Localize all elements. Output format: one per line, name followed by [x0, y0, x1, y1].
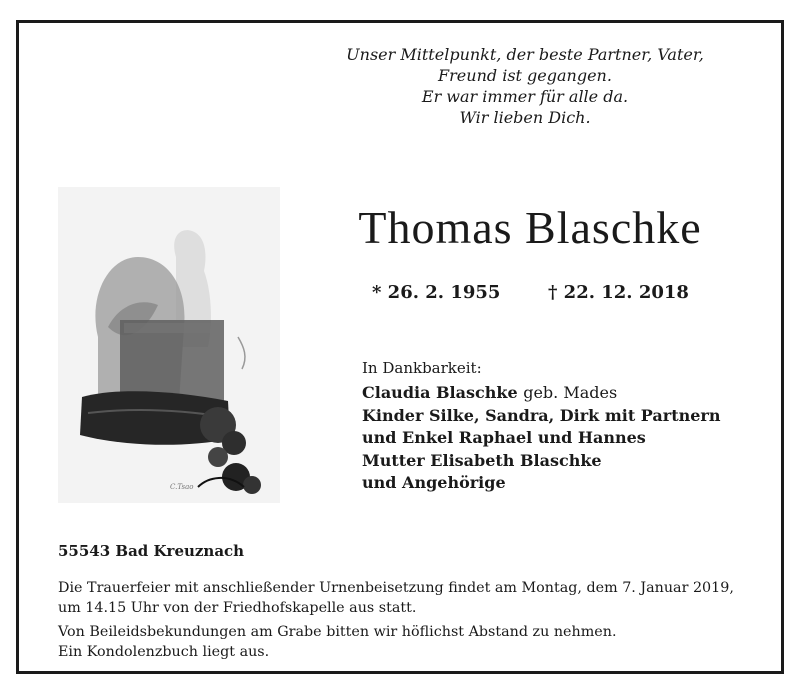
location: 55543 Bad Kreuznach	[58, 542, 245, 560]
artwork-signature: C.Tsao	[170, 483, 194, 491]
condolence-notice-line-2: Ein Kondolenzbuch liegt aus.	[58, 644, 270, 660]
funeral-notice	[58, 578, 734, 618]
death-date: † 22. 12. 2018	[548, 282, 689, 303]
thanks-intro: In Dankbarkeit:	[362, 359, 482, 377]
mourner-spouse-maiden: geb. Mades	[523, 383, 618, 402]
quote-line-4: Wir lieben Dich.	[459, 108, 591, 127]
birth-date: * 26. 2. 1955	[372, 282, 501, 303]
mourner-spouse-line	[362, 382, 720, 405]
mourner-children: Kinder Silke, Sandra, Dirk mit Partnern	[362, 405, 721, 425]
quote-line-2: Freund ist gegangen.	[438, 66, 612, 85]
mourner-relatives: und Angehörige	[362, 473, 506, 492]
quote-line-3: Er war immer für alle da.	[421, 87, 629, 106]
mourners-list	[362, 382, 720, 495]
mourner-grandchildren: und Enkel Raphael und Hannes	[362, 428, 646, 447]
condolence-notice	[58, 622, 617, 662]
mourner-spouse-name: Claudia Blaschke	[362, 383, 518, 402]
condolence-notice-line-1: Von Beileidsbekundungen am Grabe bitten wir höflichst Abstand zu nehmen.	[58, 624, 617, 640]
memorial-quote	[300, 44, 750, 128]
quote-line-1: Unser Mittelpunkt, der beste Partner, Vater,	[346, 45, 704, 64]
mourner-mother: Mutter Elisabeth Blaschke	[362, 450, 602, 470]
memorial-artwork	[58, 187, 280, 503]
funeral-notice-line-2: um 14.15 Uhr von der Friedhofskapelle aus statt.	[58, 600, 417, 616]
funeral-notice-line-1: Die Trauerfeier mit anschließender Urnenbeisetzung findet am Montag, dem 7. Januar 2019,	[58, 580, 734, 596]
deceased-name: Thomas Blaschke	[358, 202, 702, 253]
